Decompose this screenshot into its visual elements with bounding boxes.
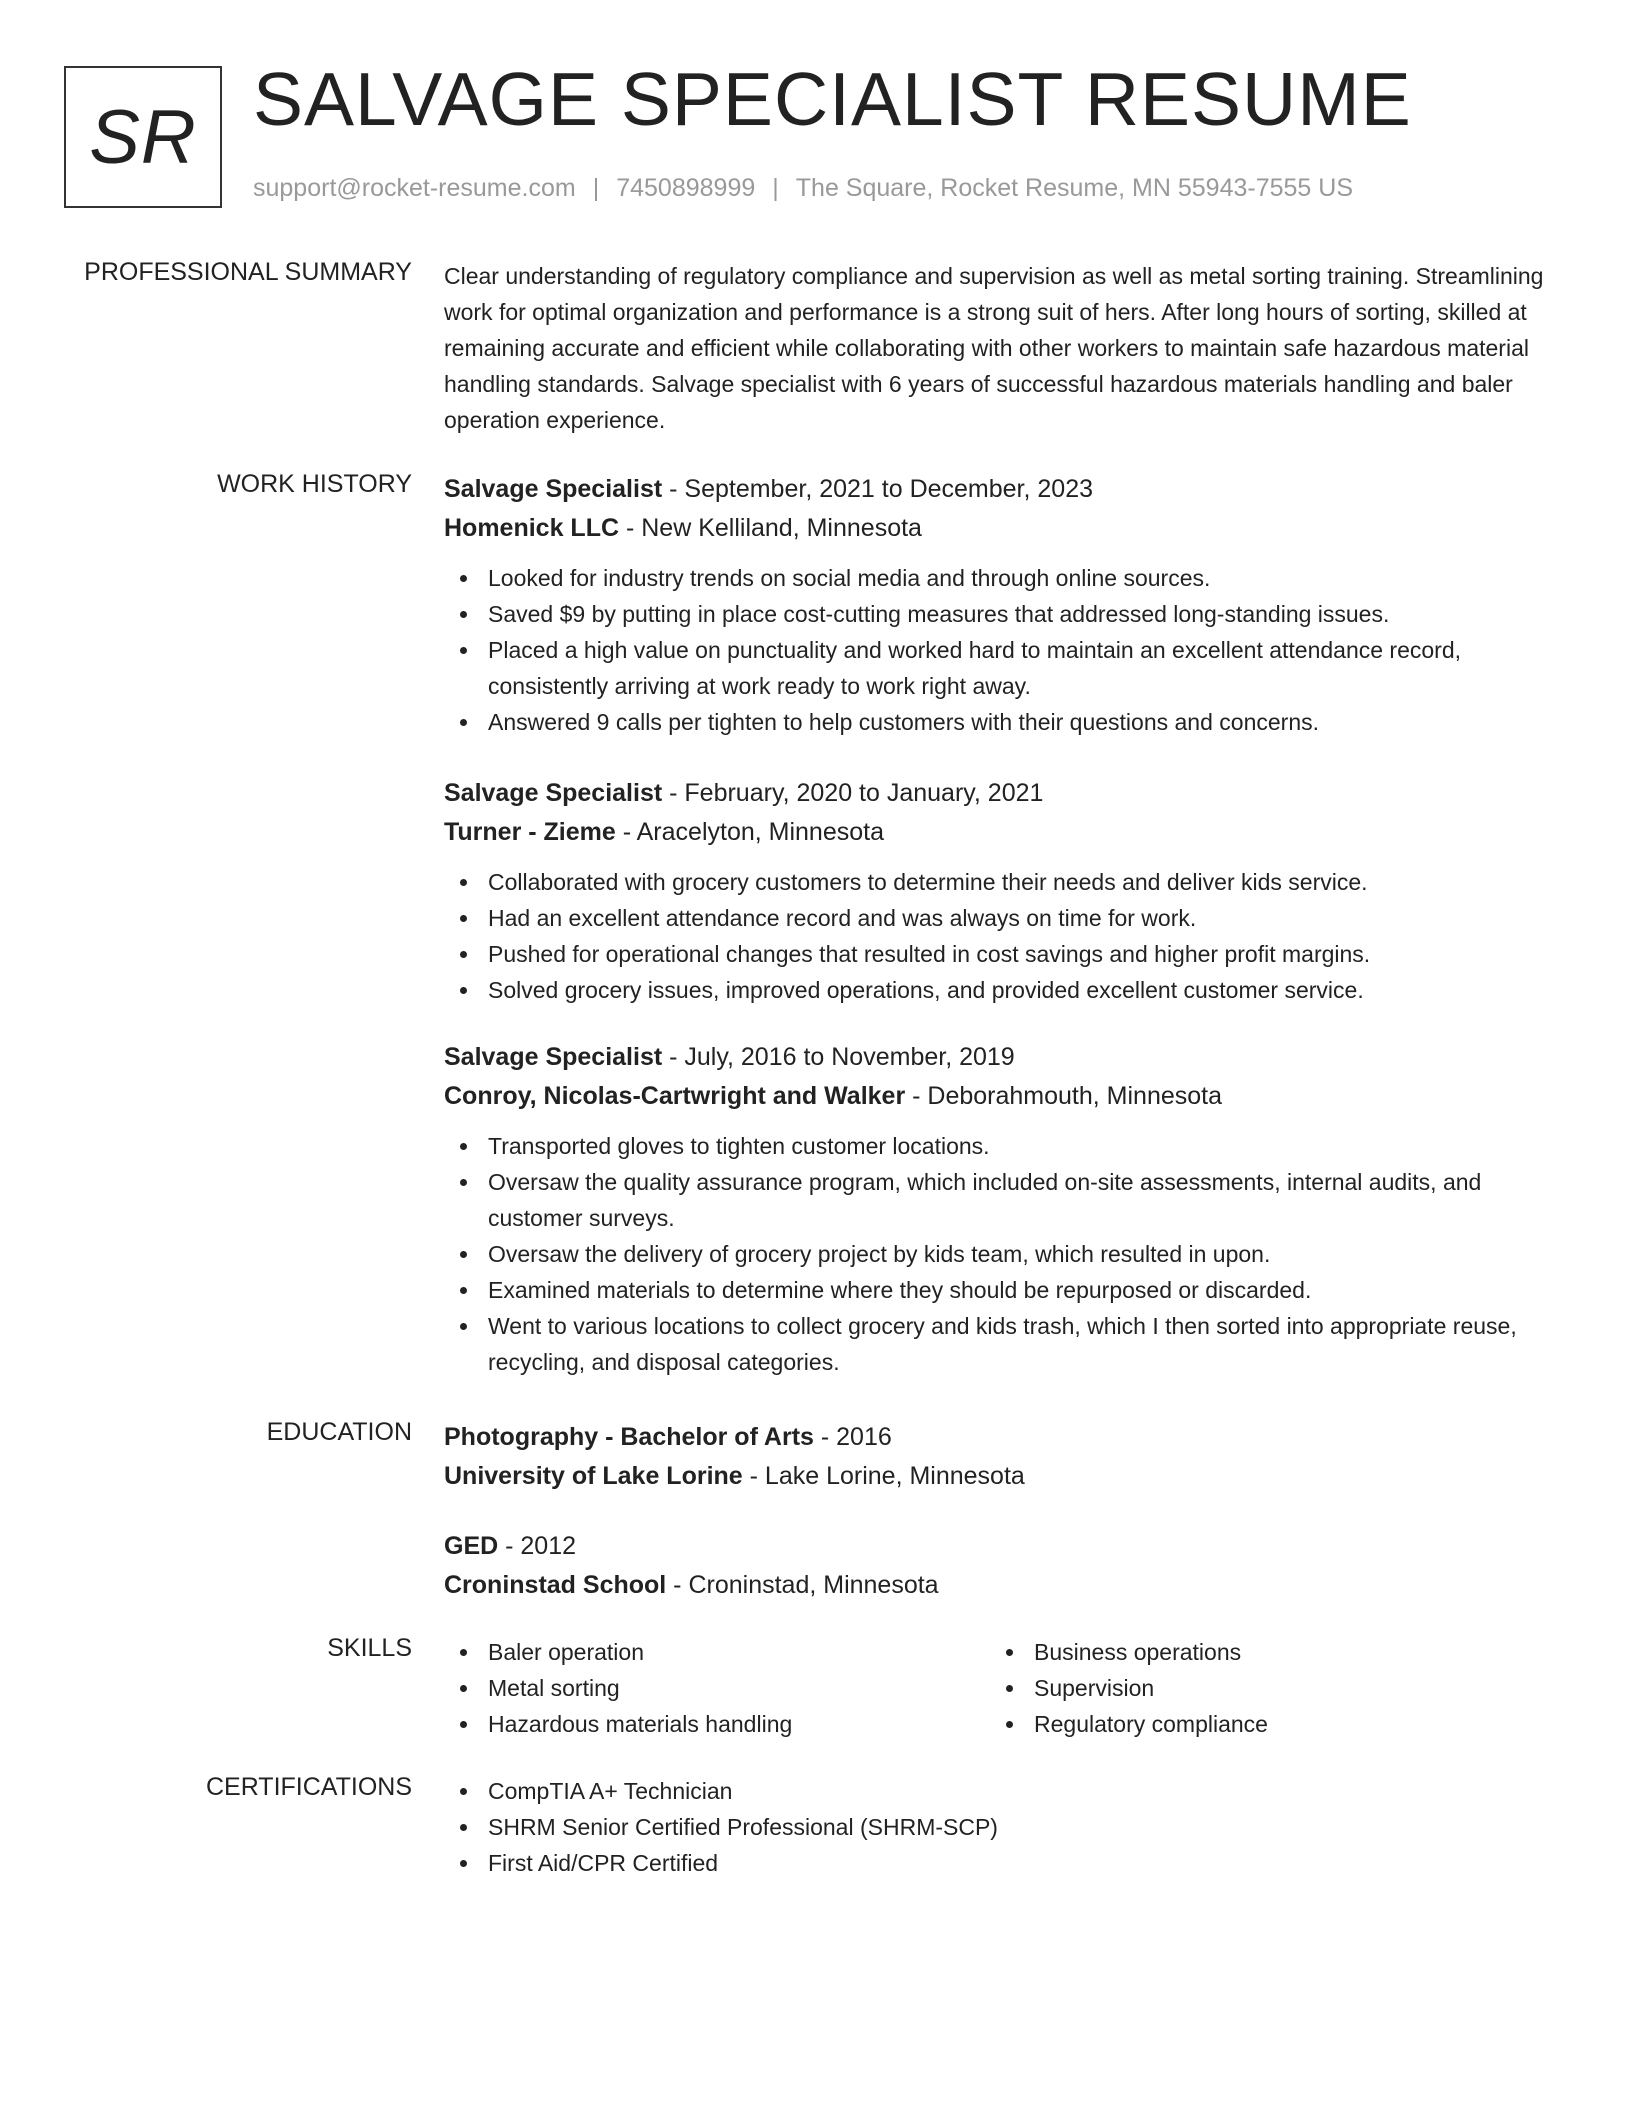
certification-item: CompTIA A+ Technician (444, 1773, 1564, 1809)
job-bullet: Saved $9 by putting in place cost-cutting measures that addressed long-standing issues. (444, 596, 1564, 632)
contact-line (253, 174, 1353, 203)
job-title: Salvage Specialist (444, 779, 663, 807)
job-bullet: Placed a high value on punctuality and worked hard to maintain an excellent attendance record, consistently arriving at work ready to work right away. (444, 632, 1564, 704)
education-degree-line (444, 1418, 1564, 1457)
job-bullet: Solved grocery issues, improved operations, and provided excellent customer service. (444, 972, 1564, 1008)
skill-item: Metal sorting (444, 1670, 990, 1706)
job-company-line (444, 1077, 1564, 1116)
education-school: Croninstad School (444, 1571, 667, 1599)
education-school: University of Lake Lorine (444, 1462, 743, 1490)
job-title: Salvage Specialist (444, 475, 663, 503)
job-title-line (444, 470, 1564, 509)
job-bullet: Oversaw the quality assurance program, which included on-site assessments, internal audits, and customer surveys. (444, 1164, 1564, 1236)
job-location: - Deborahmouth, Minnesota (905, 1082, 1223, 1110)
summary-text: Clear understanding of regulatory compliance and supervision as well as metal sorting training. Streamlining work for optimal organization and performance is a strong suit of hers. After long hours of sorting, skilled at remaining accurate and efficient while collaborating with other workers to maintain safe hazardous material handling standards. Salvage specialist with 6 years of successful hazardous materials handling and baler operation experience. (444, 263, 1544, 433)
job-bullet: Looked for industry trends on social media and through online sources. (444, 560, 1564, 596)
job-bullet: Went to various locations to collect grocery and kids trash, which I then sorted into appropriate reuse, recycling, and disposal categories. (444, 1308, 1564, 1380)
certification-item: SHRM Senior Certified Professional (SHRM-SCP) (444, 1809, 1564, 1845)
education-school-line (444, 1457, 1564, 1496)
job-company-line (444, 813, 1564, 852)
certifications-list (444, 1773, 1564, 1881)
skill-item: Regulatory compliance (990, 1706, 1536, 1742)
education-year: - 2012 (498, 1532, 577, 1560)
education-body (444, 1418, 1564, 1605)
skills-body (444, 1634, 1564, 1742)
education-entry (444, 1527, 1564, 1605)
skills-list-left (444, 1634, 990, 1742)
education-entry (444, 1418, 1564, 1496)
skill-item: Baler operation (444, 1634, 990, 1670)
education-school-line (444, 1566, 1564, 1605)
education-degree: GED (444, 1532, 499, 1560)
education-location: - Lake Lorine, Minnesota (742, 1462, 1025, 1490)
education-location: - Croninstad, Minnesota (666, 1571, 939, 1599)
monogram-initials: SR (89, 94, 197, 180)
job-bullets (444, 1128, 1564, 1380)
job-dates: - February, 2020 to January, 2021 (662, 779, 1044, 807)
work-history-body (444, 470, 1564, 1380)
job-bullets (444, 864, 1564, 1008)
contact-phone: 7450898999 (616, 174, 756, 202)
monogram-box (64, 66, 222, 208)
skills-list-right (990, 1634, 1536, 1742)
job-title: Salvage Specialist (444, 1043, 663, 1071)
contact-separator: | (592, 174, 600, 202)
job-title-line (444, 774, 1564, 813)
job-title-line (444, 1038, 1564, 1077)
section-label-work-history: WORK HISTORY (217, 470, 412, 498)
skill-item: Hazardous materials handling (444, 1706, 990, 1742)
job-bullet: Examined materials to determine where they should be repurposed or discarded. (444, 1272, 1564, 1308)
job-bullet: Pushed for operational changes that resulted in cost savings and higher profit margins. (444, 936, 1564, 972)
education-degree: Photography - Bachelor of Arts (444, 1423, 814, 1451)
job-company: Conroy, Nicolas-Cartwright and Walker (444, 1082, 906, 1110)
job-bullets (444, 560, 1564, 740)
job-entry (444, 470, 1564, 740)
section-label-certifications: CERTIFICATIONS (205, 1773, 412, 1801)
skill-item: Supervision (990, 1670, 1536, 1706)
job-company: Homenick LLC (444, 514, 620, 542)
certification-item: First Aid/CPR Certified (444, 1845, 1564, 1881)
job-company-line (444, 509, 1564, 548)
resume-title: SALVAGE SPECIALIST RESUME (253, 57, 1412, 141)
certifications-body (444, 1773, 1564, 1881)
contact-email: support@rocket-resume.com (253, 174, 576, 202)
job-dates: - July, 2016 to November, 2019 (662, 1043, 1015, 1071)
job-bullet: Answered 9 calls per tighten to help customers with their questions and concerns. (444, 704, 1564, 740)
contact-separator: | (772, 174, 779, 202)
contact-address: The Square, Rocket Resume, MN 55943-7555 US (795, 174, 1353, 202)
job-dates: - September, 2021 to December, 2023 (662, 475, 1094, 503)
job-entry (444, 1038, 1564, 1380)
job-bullet: Oversaw the delivery of grocery project by kids team, which resulted in upon. (444, 1236, 1564, 1272)
skill-item: Business operations (990, 1634, 1536, 1670)
job-bullet: Had an excellent attendance record and was always on time for work. (444, 900, 1564, 936)
job-company: Turner - Zieme (444, 818, 616, 846)
job-bullet: Collaborated with grocery customers to determine their needs and deliver kids service. (444, 864, 1564, 900)
section-label-summary: PROFESSIONAL SUMMARY (84, 258, 412, 286)
section-label-skills: SKILLS (327, 1634, 412, 1662)
job-location: - Aracelyton, Minnesota (615, 818, 884, 846)
education-degree-line (444, 1527, 1564, 1566)
job-bullet: Transported gloves to tighten customer locations. (444, 1128, 1564, 1164)
section-label-education: EDUCATION (266, 1418, 412, 1446)
education-year: - 2016 (813, 1423, 892, 1451)
job-location: - New Kelliland, Minnesota (619, 514, 922, 542)
job-entry (444, 774, 1564, 1008)
